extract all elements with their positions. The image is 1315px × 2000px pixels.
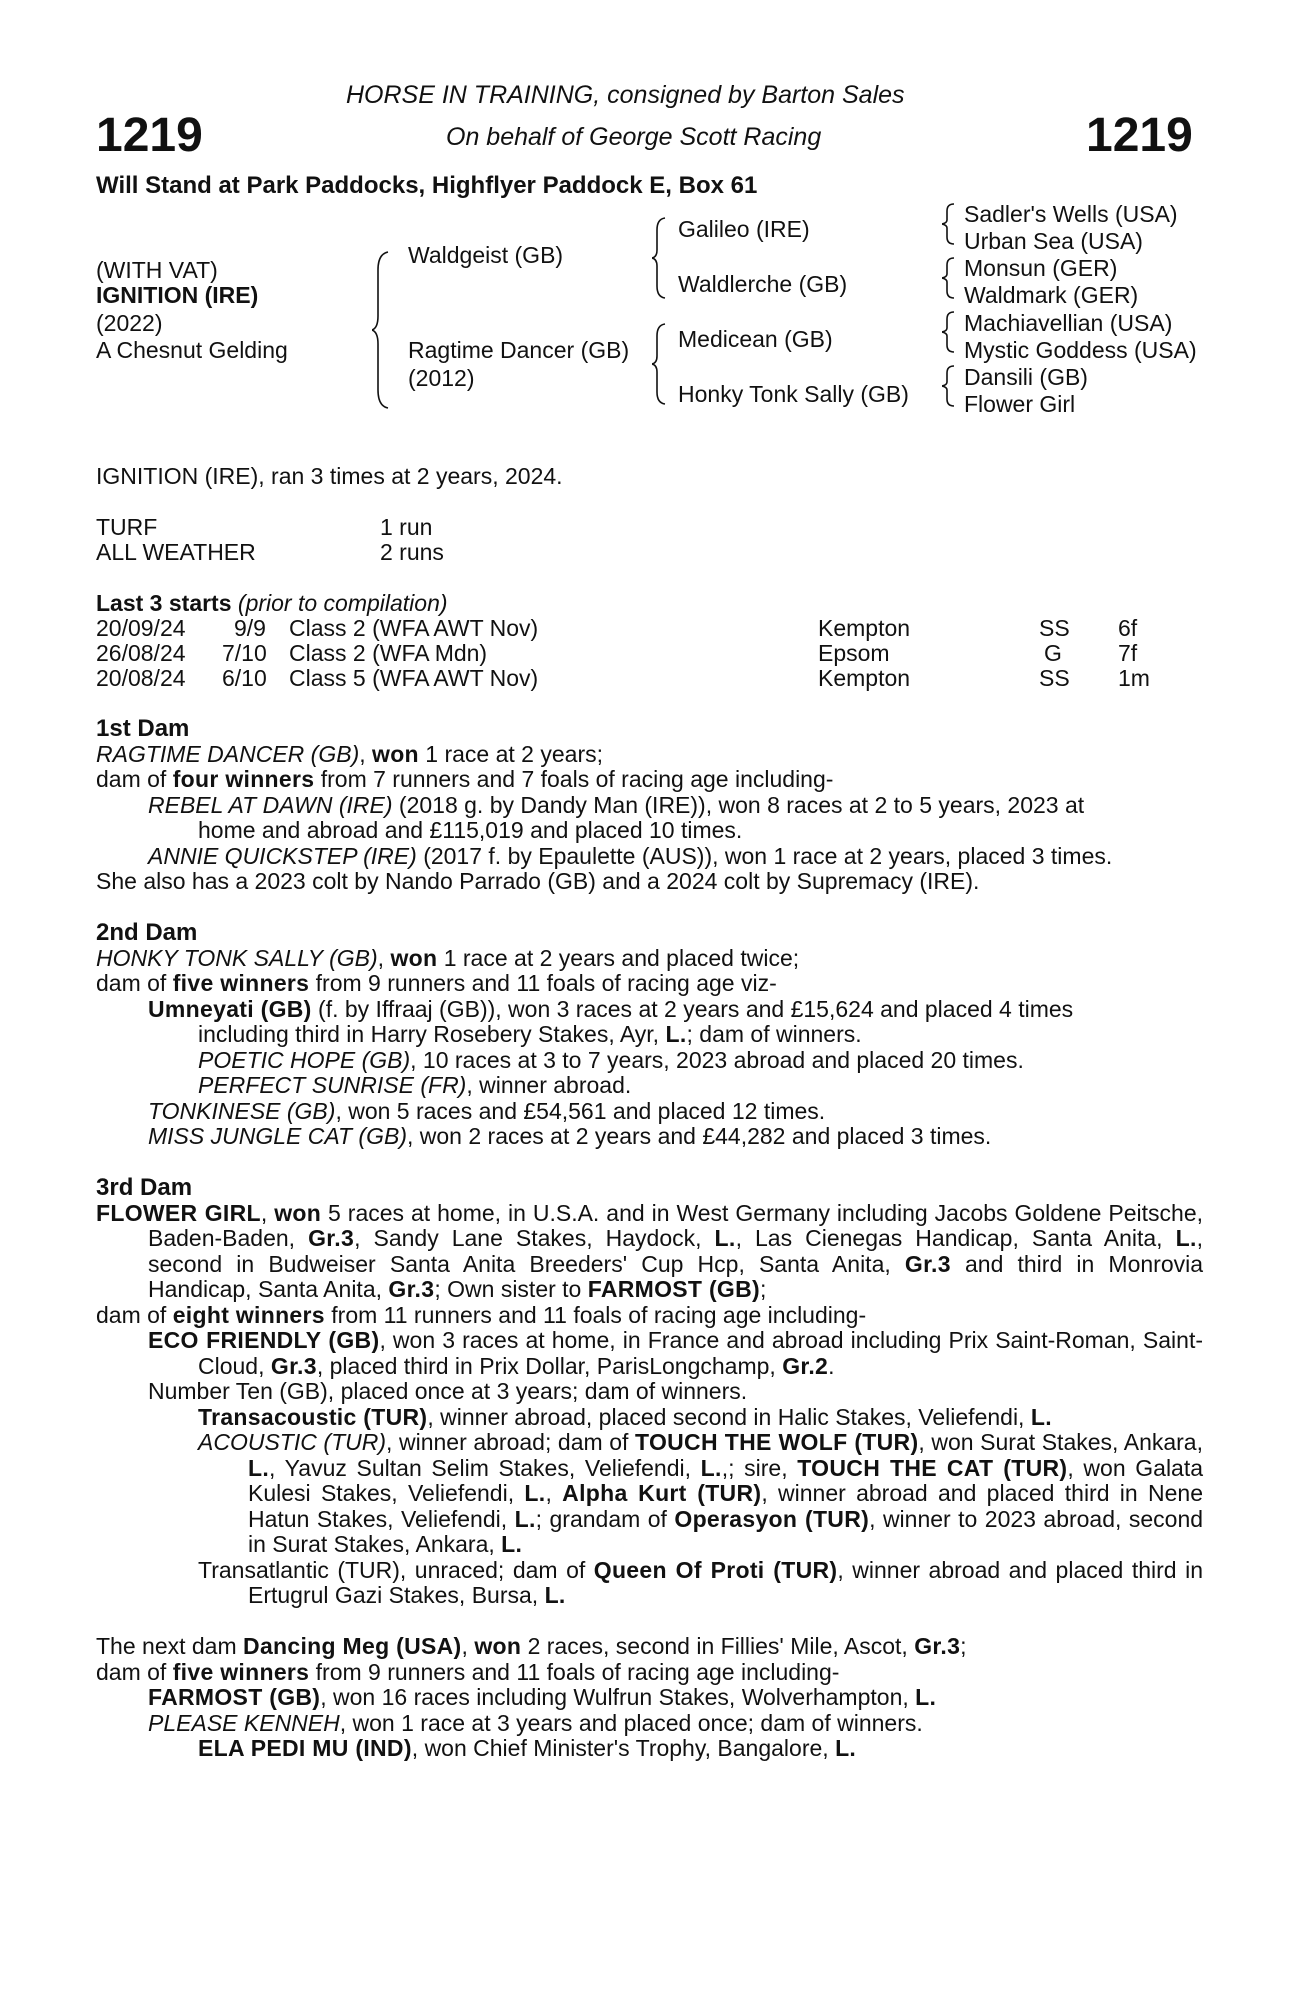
dam-name: Dancing Meg (USA) bbox=[243, 1633, 462, 1659]
group-label: Gr.3 bbox=[388, 1276, 435, 1302]
produce-item: Number Ten (GB), placed once at 3 years; dam of winners. bbox=[148, 1378, 748, 1404]
produce-name: TOUCH THE WOLF (TUR) bbox=[635, 1429, 919, 1455]
text: , Sandy Lane Stakes, Haydock, bbox=[354, 1225, 702, 1251]
group-label: Gr.3 bbox=[904, 1250, 951, 1277]
produce-name: Umneyati (GB) bbox=[148, 995, 312, 1022]
produce-name: ELA PEDI MU (IND) bbox=[198, 1735, 412, 1761]
produce-name: TOUCH THE CAT (TUR) bbox=[797, 1454, 1068, 1481]
text: (2017 f. by Epaulette (AUS)), won 1 race at 2 years, placed 3 times. bbox=[423, 842, 1113, 869]
text: . bbox=[828, 1352, 835, 1379]
text: ; dam of winners. bbox=[686, 1021, 862, 1047]
text: , won 5 races and £54,561 and placed 12 times. bbox=[335, 1097, 826, 1124]
group-label: Gr.3 bbox=[914, 1633, 961, 1659]
last-starts-title: Last 3 starts bbox=[96, 590, 232, 616]
dam-year: (2012) bbox=[408, 365, 475, 391]
won-label: won bbox=[274, 1199, 322, 1226]
sdd: Waldmark (GER) bbox=[964, 282, 1139, 308]
produce-name: Queen Of Proti (TUR) bbox=[593, 1556, 838, 1583]
dam-name: FLOWER GIRL bbox=[96, 1199, 261, 1226]
text: dam of bbox=[96, 766, 167, 792]
text: from 9 runners and 11 foals of racing age including- bbox=[315, 1658, 840, 1685]
sire: Waldgeist (GB) bbox=[408, 242, 564, 268]
produce-name: FARMOST (GB) bbox=[148, 1684, 321, 1710]
race-position: 6/10 bbox=[222, 665, 267, 691]
winners-count: five winners bbox=[172, 1658, 310, 1685]
text: Transatlantic (TUR), unraced; dam of bbox=[198, 1556, 586, 1583]
horse-year: (2022) bbox=[96, 310, 163, 336]
text: The next dam bbox=[96, 1633, 237, 1659]
listed-label: L. bbox=[915, 1684, 937, 1710]
produce-name: PLEASE KENNEH bbox=[148, 1709, 340, 1736]
text: , bbox=[545, 1480, 552, 1506]
race-position: 7/10 bbox=[222, 640, 267, 666]
text: (2018 g. by Dandy Man (IRE)), won 8 races at 2 to 5 years, 2023 at bbox=[398, 791, 1085, 818]
winners-count: five winners bbox=[172, 970, 310, 996]
listed-label: L. bbox=[248, 1454, 270, 1481]
text: 1 race at 2 years and placed twice; bbox=[443, 944, 800, 971]
location: Will Stand at Park Paddocks, Highflyer Paddock E, Box 61 bbox=[96, 172, 758, 199]
brace-gen3-2 bbox=[942, 256, 956, 300]
sire-dam: Waldlerche (GB) bbox=[678, 271, 848, 297]
produce-item bbox=[96, 1711, 1203, 1737]
race-position: 9/9 bbox=[234, 615, 266, 641]
text: ; grandam of bbox=[535, 1505, 667, 1532]
text: , winner abroad and placed third in Nene Hatun Stakes, Veliefendi, bbox=[248, 1480, 1204, 1532]
produce-item bbox=[96, 1405, 1203, 1431]
listed-label: L. bbox=[544, 1582, 566, 1608]
dam-name: HONKY TONK SALLY (GB) bbox=[96, 944, 378, 971]
sister-name: FARMOST (GB) bbox=[587, 1276, 760, 1302]
text: dam of bbox=[96, 970, 167, 996]
next-dam-line bbox=[96, 1634, 1203, 1660]
race-course: Epsom bbox=[818, 640, 890, 666]
listed-label: L. bbox=[1175, 1225, 1197, 1251]
dam-name: RAGTIME DANCER (GB) bbox=[96, 740, 360, 767]
text: , won Surat Stakes, Ankara, bbox=[918, 1429, 1203, 1455]
second-dam-line: HONKY TONK SALLY (GB), won 1 race at 2 years and placed twice; bbox=[96, 944, 800, 971]
third-dam-record: FLOWER GIRL, won 5 races at home, in U.S.A. and in West Germany including Jacobs Goldene Peitsche, Baden-Baden, Gr.3, Sandy Lane Stakes, Haydock, L., Las Cienegas Handicap, Santa Anita, L., second in Budweiser Santa Anita Breeders' Cup Hcp, Santa Anita, Gr.3 and third in Monrovia Handicap, Santa Anita, Gr.3; Own sister to FARMOST (GB); bbox=[96, 1199, 1204, 1302]
vat-label: (WITH VAT) bbox=[96, 257, 218, 283]
produce-item bbox=[96, 1430, 1203, 1558]
surface-aw-runs: 2 runs bbox=[380, 539, 444, 565]
horse-description: A Chesnut Gelding bbox=[96, 337, 288, 363]
lot-number-left: 1219 bbox=[96, 109, 203, 162]
dss: Machiavellian (USA) bbox=[964, 310, 1173, 336]
dam-sire: Medicean (GB) bbox=[678, 326, 833, 352]
next-dam-produce-line bbox=[96, 1660, 1203, 1686]
produce-note: She also has a 2023 colt by Nando Parrado (GB) and a 2024 colt by Supremacy (IRE). bbox=[96, 868, 980, 894]
produce-item bbox=[96, 793, 1203, 819]
text: 1 race at 2 years; bbox=[425, 740, 603, 767]
race-distance: 7f bbox=[1118, 640, 1138, 666]
surface-turf: TURF bbox=[96, 514, 158, 540]
text: ; Own sister to bbox=[434, 1276, 582, 1302]
text: , won Chief Minister's Trophy, Bangalore, bbox=[411, 1735, 829, 1761]
dsd: Mystic Goddess (USA) bbox=[964, 337, 1197, 363]
surface-aw: ALL WEATHER bbox=[96, 539, 256, 565]
group-label: Gr.3 bbox=[270, 1352, 317, 1379]
produce-name: TONKINESE (GB) bbox=[148, 1097, 336, 1124]
text: dam of bbox=[96, 1301, 167, 1328]
listed-label: L. bbox=[524, 1480, 546, 1506]
last-starts-heading bbox=[96, 591, 448, 616]
produce-name: ANNIE QUICKSTEP (IRE) bbox=[148, 842, 417, 869]
race-going: SS bbox=[1039, 665, 1070, 691]
produce-item-cont bbox=[96, 1022, 1203, 1048]
brace-gen3-1 bbox=[942, 202, 956, 246]
race-class: Class 5 (WFA AWT Nov) bbox=[289, 665, 539, 691]
race-distance: 6f bbox=[1118, 615, 1138, 641]
text: from 7 runners and 7 foals of racing age including- bbox=[320, 766, 834, 792]
race-going: SS bbox=[1039, 615, 1070, 641]
brace-gen3-3 bbox=[942, 310, 956, 354]
listed-label: L. bbox=[501, 1531, 523, 1557]
next-dam-section bbox=[96, 1634, 1203, 1762]
race-course: Kempton bbox=[818, 665, 911, 691]
text: , placed third in Prix Dollar, ParisLongchamp, bbox=[316, 1352, 776, 1379]
winners-count: four winners bbox=[172, 766, 315, 792]
group-label: Gr.2 bbox=[782, 1352, 829, 1379]
text: including third in Harry Rosebery Stakes, Ayr, bbox=[198, 1021, 660, 1047]
pedigree-brace-gen1 bbox=[372, 250, 392, 410]
pedigree-brace-sire bbox=[652, 216, 668, 300]
listed-label: L. bbox=[700, 1454, 722, 1481]
text: , won 3 races at home, in France and abroad including Prix Saint-Roman, Saint-Cloud, bbox=[198, 1327, 1203, 1379]
text: ; bbox=[960, 1633, 967, 1659]
pedigree-brace-dam bbox=[652, 322, 668, 406]
text: from 11 runners and 11 foals of racing age including- bbox=[331, 1301, 867, 1328]
surface-turf-runs: 1 run bbox=[380, 514, 433, 540]
text: 5 races at home, in U.S.A. and in West Germany including Jacobs Goldene Peitsche, Baden-Baden, bbox=[148, 1199, 1204, 1251]
produce-name: ACOUSTIC (TUR) bbox=[198, 1429, 387, 1455]
listed-label: L. bbox=[1030, 1403, 1052, 1430]
ssd: Urban Sea (USA) bbox=[964, 228, 1143, 254]
text: from 9 runners and 11 foals of racing age viz- bbox=[315, 970, 777, 996]
listed-label: L. bbox=[835, 1735, 857, 1761]
lot-number-right: 1219 bbox=[1086, 109, 1193, 162]
text: , winner abroad, placed second in Halic Stakes, Veliefendi, bbox=[427, 1403, 1025, 1430]
produce-item bbox=[96, 1124, 1203, 1150]
produce-name: REBEL AT DAWN (IRE) bbox=[148, 791, 393, 818]
produce-name: POETIC HOPE (GB) bbox=[198, 1046, 411, 1073]
text: (f. by Iffraaj (GB)), won 3 races at 2 years and £15,624 and placed 4 times bbox=[318, 995, 1074, 1022]
text: , winner abroad and placed third in Ertugrul Gazi Stakes, Bursa, bbox=[248, 1556, 1203, 1608]
text: dam of bbox=[96, 1658, 167, 1685]
text: ,; sire, bbox=[721, 1454, 788, 1481]
last-starts-note: (prior to compilation) bbox=[237, 590, 448, 616]
third-dam-produce-line bbox=[96, 1303, 1203, 1329]
text: 2 races, second in Fillies' Mile, Ascot, bbox=[527, 1633, 908, 1659]
sire-sire: Galileo (IRE) bbox=[678, 216, 810, 242]
text: , Yavuz Sultan Selim Stakes, Veliefendi, bbox=[269, 1454, 692, 1481]
text: , won 16 races including Wulfrun Stakes, Wolverhampton, bbox=[320, 1684, 909, 1710]
text: , 10 races at 3 to 7 years, 2023 abroad and placed 20 times. bbox=[410, 1046, 1024, 1073]
first-dam-produce-line bbox=[96, 767, 1203, 793]
text: ; bbox=[759, 1276, 767, 1302]
race-class: Class 2 (WFA AWT Nov) bbox=[289, 615, 539, 641]
third-dam-section bbox=[96, 1175, 1203, 1609]
race-distance: 1m bbox=[1118, 665, 1150, 691]
produce-name: Transacoustic (TUR) bbox=[198, 1403, 428, 1430]
produce-item bbox=[96, 1685, 1203, 1711]
text: , winner abroad; dam of bbox=[386, 1429, 629, 1455]
listed-label: L. bbox=[665, 1021, 687, 1047]
sss: Sadler's Wells (USA) bbox=[964, 201, 1178, 227]
dds: Dansili (GB) bbox=[964, 364, 1088, 390]
produce-item bbox=[96, 997, 1203, 1023]
third-dam-heading: 3rd Dam bbox=[96, 1174, 193, 1201]
race-course: Kempton bbox=[818, 615, 911, 641]
produce-item bbox=[96, 1328, 1203, 1379]
text: , winner abroad. bbox=[466, 1072, 632, 1098]
produce-item bbox=[96, 1736, 1203, 1762]
text: , second in Budweiser Santa Anita Breeders' Cup Hcp, Santa Anita, bbox=[148, 1225, 1204, 1277]
first-dam-section bbox=[96, 716, 1203, 895]
horse-name: IGNITION (IRE) bbox=[96, 282, 259, 308]
race-class: Class 2 (WFA Mdn) bbox=[289, 640, 488, 666]
produce-item-cont: home and abroad and £115,019 and placed 10 times. bbox=[198, 817, 743, 843]
winners-count: eight winners bbox=[172, 1301, 325, 1328]
listed-label: L. bbox=[514, 1505, 536, 1532]
header-line2: On behalf of George Scott Racing bbox=[446, 123, 822, 151]
produce-name: Alpha Kurt (TUR) bbox=[562, 1480, 762, 1506]
group-label: Gr.3 bbox=[308, 1225, 355, 1251]
text: , won 2 races at 2 years and £44,282 and placed 3 times. bbox=[407, 1123, 992, 1149]
text: , winner to 2023 abroad, second in Surat Stakes, Ankara, bbox=[248, 1505, 1204, 1557]
text: , won 1 race at 3 years and placed once; dam of winners. bbox=[339, 1709, 923, 1736]
produce-name: Operasyon (TUR) bbox=[674, 1505, 870, 1532]
produce-item bbox=[96, 1558, 1203, 1609]
won-label: won bbox=[372, 740, 419, 767]
text: , Las Cienegas Handicap, Santa Anita, bbox=[735, 1225, 1163, 1251]
ddd: Flower Girl bbox=[964, 391, 1076, 417]
second-dam-produce-line bbox=[96, 971, 1203, 997]
produce-item bbox=[96, 1099, 1203, 1125]
first-dam-line: RAGTIME DANCER (GB), won 1 race at 2 years; bbox=[96, 740, 603, 767]
second-dam-section bbox=[96, 920, 1203, 1150]
listed-label: L. bbox=[714, 1225, 736, 1251]
race-date: 20/09/24 bbox=[96, 615, 186, 641]
text: , bbox=[461, 1633, 468, 1659]
produce-item bbox=[96, 1073, 1203, 1099]
text: and third in Monrovia Handicap, Santa Anita, bbox=[148, 1250, 1204, 1302]
header-line1: HORSE IN TRAINING, consigned by Barton Sales bbox=[346, 81, 905, 109]
brace-gen3-4 bbox=[942, 364, 956, 408]
first-dam-heading: 1st Dam bbox=[96, 715, 190, 742]
race-date: 20/08/24 bbox=[96, 665, 186, 691]
race-summary: IGNITION (IRE), ran 3 times at 2 years, 2024. bbox=[96, 463, 563, 489]
produce-name: ECO FRIENDLY (GB) bbox=[148, 1327, 380, 1353]
won-label: won bbox=[390, 944, 438, 971]
race-going: G bbox=[1044, 640, 1062, 666]
produce-name: MISS JUNGLE CAT (GB) bbox=[148, 1123, 407, 1149]
dam: Ragtime Dancer (GB) bbox=[408, 337, 630, 363]
race-date: 26/08/24 bbox=[96, 640, 186, 666]
dam-dam: Honky Tonk Sally (GB) bbox=[678, 381, 909, 407]
produce-item bbox=[96, 1048, 1203, 1074]
produce-name: PERFECT SUNRISE (FR) bbox=[198, 1072, 467, 1098]
sds: Monsun (GER) bbox=[964, 255, 1118, 281]
text: , won Galata Kulesi Stakes, Veliefendi, bbox=[248, 1454, 1204, 1506]
second-dam-heading: 2nd Dam bbox=[96, 919, 198, 946]
won-label: won bbox=[474, 1633, 522, 1659]
produce-item bbox=[96, 844, 1203, 870]
